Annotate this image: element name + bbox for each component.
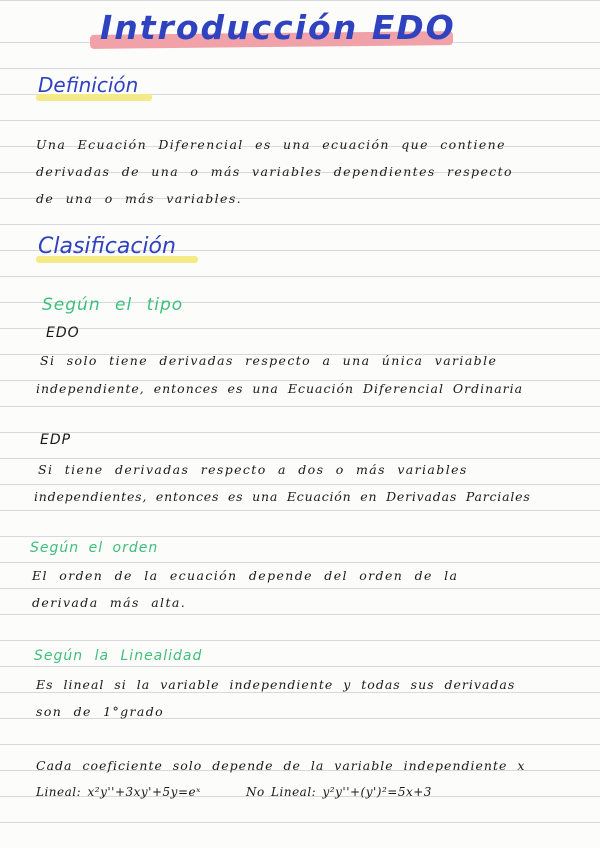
edo-line-2: independiente, entonces es una Ecuación Diferencial Ordinaria — [36, 381, 524, 396]
page-title: Introducción EDO — [100, 8, 456, 47]
linealidad-line-2: son de 1°grado — [36, 704, 165, 719]
edo-label: EDO — [46, 325, 80, 341]
edo-line-1: Si solo tiene derivadas respecto a una única variable — [40, 353, 498, 368]
edp-label: EDP — [40, 432, 72, 448]
linealidad-line-1: Es lineal si la variable independiente y todas sus derivadas — [36, 677, 516, 692]
tipo-heading: Según el tipo — [42, 295, 184, 315]
definicion-heading: Definición — [38, 73, 139, 97]
lineal-example: Lineal: x²y''+3xy'+5y=eˣ — [36, 785, 201, 799]
definicion-line-3: de una o más variables. — [36, 191, 243, 206]
definicion-line-2: derivadas de una o más variables dependientes respecto — [36, 164, 513, 179]
orden-line-2: derivada más alta. — [32, 595, 187, 610]
orden-line-1: El orden de la ecuación depende del orden de la — [32, 568, 459, 583]
edp-line-2: independientes, entonces es una Ecuación en Derivadas Parciales — [34, 489, 531, 504]
linealidad-heading: Según la Linealidad — [34, 648, 203, 664]
no-lineal-example: No Lineal: y²y''+(y')²=5x+3 — [246, 785, 432, 799]
orden-heading: Según el orden — [30, 540, 159, 556]
edp-line-1: Si tiene derivadas respecto a dos o más variables — [38, 462, 468, 477]
definicion-line-1: Una Ecuación Diferencial es una ecuación que contiene — [36, 137, 506, 152]
coeficiente-line: Cada coeficiente solo depende de la variable independiente x — [36, 758, 526, 773]
clasificacion-heading: Clasificación — [38, 234, 176, 259]
